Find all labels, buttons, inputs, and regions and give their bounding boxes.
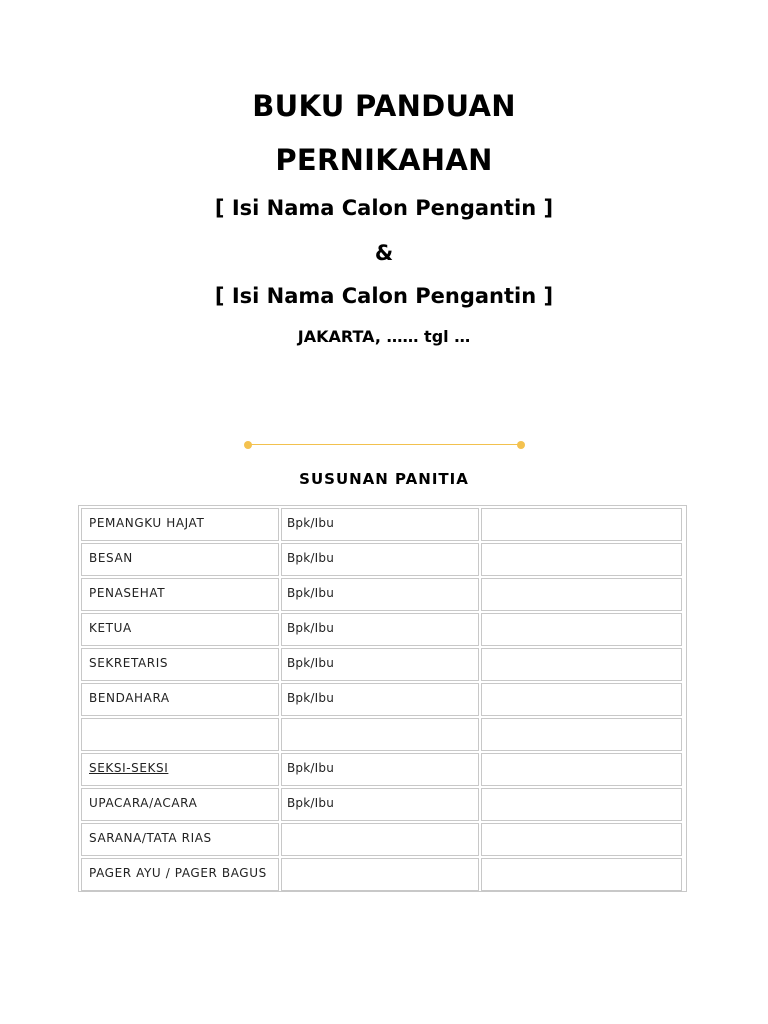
table-row bbox=[80, 822, 685, 857]
ampersand: & bbox=[374, 241, 394, 265]
extra-cell bbox=[481, 683, 682, 716]
extra-cell bbox=[481, 858, 682, 891]
table-row bbox=[80, 717, 685, 752]
name-cell: Bpk/Ibu bbox=[281, 788, 479, 821]
table-row bbox=[80, 507, 685, 542]
role-cell: PENASEHAT bbox=[81, 578, 279, 611]
role-cell: UPACARA/ACARA bbox=[81, 788, 279, 821]
table-row bbox=[80, 647, 685, 682]
divider-dot-left bbox=[244, 441, 252, 449]
groom-bride-name-placeholder-2: [ Isi Nama Calon Pengantin ] bbox=[214, 284, 554, 308]
name-cell: Bpk/Ibu bbox=[281, 508, 479, 541]
extra-cell bbox=[481, 508, 682, 541]
role-cell: BESAN bbox=[81, 543, 279, 576]
role-cell bbox=[81, 718, 279, 751]
name-cell: Bpk/Ibu bbox=[281, 543, 479, 576]
name-cell: Bpk/Ibu bbox=[281, 578, 479, 611]
divider-dot-right bbox=[517, 441, 525, 449]
table-row bbox=[80, 612, 685, 647]
decorative-divider bbox=[247, 441, 522, 449]
extra-cell bbox=[481, 578, 682, 611]
name-cell: Bpk/Ibu bbox=[281, 648, 479, 681]
name-cell bbox=[281, 718, 479, 751]
extra-cell bbox=[481, 823, 682, 856]
extra-cell bbox=[481, 753, 682, 786]
committee-table bbox=[78, 505, 687, 892]
table-row bbox=[80, 682, 685, 717]
extra-cell bbox=[481, 788, 682, 821]
role-cell: BENDAHARA bbox=[81, 683, 279, 716]
role-cell: PAGER AYU / PAGER BAGUS bbox=[81, 858, 279, 891]
extra-cell bbox=[481, 648, 682, 681]
role-cell: PEMANGKU HAJAT bbox=[81, 508, 279, 541]
divider-line bbox=[249, 444, 520, 445]
role-cell: KETUA bbox=[81, 613, 279, 646]
name-cell: Bpk/Ibu bbox=[281, 683, 479, 716]
name-cell: Bpk/Ibu bbox=[281, 753, 479, 786]
document-title-line-2: PERNIKAHAN bbox=[275, 143, 493, 177]
extra-cell bbox=[481, 718, 682, 751]
name-cell: Bpk/Ibu bbox=[281, 613, 479, 646]
role-cell: SEKSI-SEKSI bbox=[81, 753, 279, 786]
extra-cell bbox=[481, 613, 682, 646]
table-row bbox=[80, 752, 685, 787]
groom-bride-name-placeholder-1: [ Isi Nama Calon Pengantin ] bbox=[214, 196, 554, 220]
name-cell bbox=[281, 823, 479, 856]
extra-cell bbox=[481, 543, 682, 576]
table-row bbox=[80, 542, 685, 577]
place-and-date: JAKARTA, …… tgl … bbox=[297, 327, 471, 346]
committee-heading: SUSUNAN PANITIA bbox=[299, 470, 469, 488]
role-cell: SEKRETARIS bbox=[81, 648, 279, 681]
table-row bbox=[80, 787, 685, 822]
table-row bbox=[80, 577, 685, 612]
role-cell: SARANA/TATA RIAS bbox=[81, 823, 279, 856]
table-row bbox=[80, 857, 685, 892]
name-cell bbox=[281, 858, 479, 891]
document-title-line-1: BUKU PANDUAN bbox=[252, 89, 516, 123]
